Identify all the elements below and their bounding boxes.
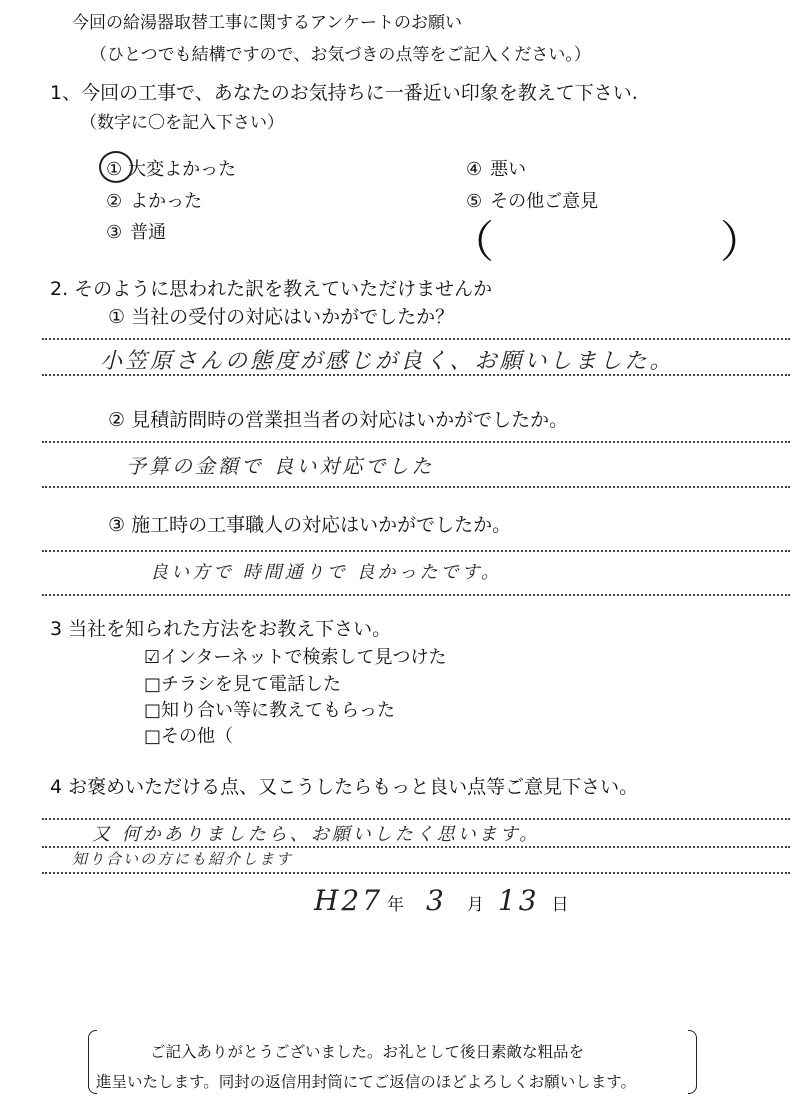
q1-option-5-num: ⑤ [466, 191, 483, 212]
dotted-line [42, 594, 790, 596]
footer-line2: 進呈いたします。同封の返信用封筒にてご返信のほどよろしくお願いします。 [96, 1073, 637, 1091]
q2-sub3-answer: 良い方で 時間通りで 良かったです。 [150, 562, 503, 583]
checkbox-icon[interactable]: □ [144, 674, 162, 695]
q3-option-acquaintance[interactable] [144, 696, 395, 722]
checkbox-icon[interactable]: □ [144, 700, 162, 721]
q1-option-2-num: ② [106, 191, 123, 212]
q2-sub2-answer: 予算の金額で 良い対応でした [126, 454, 435, 478]
dotted-line [42, 550, 790, 552]
survey-subtitle: （ひとつでも結構ですので、お気づきの点等をご記入ください。） [90, 45, 591, 65]
q1-question: 1、今回の工事で、あなたのお気持ちに一番近い印象を教えて下さい. [50, 82, 638, 104]
checkbox-icon[interactable]: □ [144, 726, 162, 747]
q1-option-1-label: 大変よかった [128, 159, 237, 180]
q2-sub2-label: ② 見積訪問時の営業担当者の対応はいかがでしたか。 [108, 409, 569, 431]
date-month: 3 [426, 884, 447, 917]
q3-option-other[interactable] [144, 722, 233, 748]
q4-question: 4 お褒めいただける点、又こうしたらもっと良い点等ご意見下さい。 [50, 776, 639, 798]
dotted-line [42, 374, 790, 376]
q2-question: 2. そのように思われた訳を教えていただけませんか [50, 278, 493, 300]
q3-option-internet-label: インターネットで検索して見つけた [160, 647, 447, 668]
q2-sub3-label: ③ 施工時の工事職人の対応はいかがでしたか。 [108, 514, 512, 536]
date-year-unit: 年 [387, 895, 405, 915]
dotted-line [42, 441, 790, 443]
q1-option-4[interactable] [466, 155, 526, 181]
response-date [314, 884, 569, 917]
q3-option-internet[interactable] [144, 643, 447, 669]
q1-option-3-num: ③ [106, 222, 123, 243]
q3-option-flyer[interactable] [144, 670, 341, 696]
q2-sub1-answer: 小笠原さんの態度が感じが良く、お願いしました。 [100, 349, 675, 374]
q1-other-paren-close: ） [720, 217, 764, 268]
date-day: 13 [497, 884, 540, 917]
q1-option-2[interactable] [106, 187, 202, 213]
q1-option-4-num: ④ [466, 159, 483, 180]
q1-option-5-label: その他ご意見 [490, 191, 599, 212]
checked-box-icon[interactable]: ☑ [144, 647, 161, 668]
q1-option-4-label: 悪い [490, 159, 527, 180]
q3-option-other-label: その他（ [161, 726, 234, 747]
q1-instruction: （数字に〇を記入下さい） [80, 113, 284, 133]
q1-option-3-label: 普通 [130, 222, 167, 243]
date-day-unit: 日 [551, 895, 569, 915]
survey-title: 今回の給湯器取替工事に関するアンケートのお願い [72, 13, 462, 33]
dotted-line [42, 872, 790, 874]
dotted-line [42, 486, 790, 488]
q1-option-1-num: ① [106, 159, 123, 180]
q3-option-acquaintance-label: 知り合い等に教えてもらった [161, 700, 396, 721]
date-year: H27 [314, 884, 384, 917]
q4-answer-line2: 知り合いの方にも紹介します [72, 850, 294, 868]
date-month-unit: 月 [466, 895, 484, 915]
q2-sub1-label: ① 当社の受付の対応はいかがでしたか？ [108, 306, 455, 328]
q1-other-paren-open: （ [450, 217, 494, 268]
footer-line1: ご記入ありがとうございました。お礼として後日素敵な粗品を [150, 1043, 585, 1061]
q1-option-3[interactable] [106, 218, 166, 244]
dotted-line [42, 338, 790, 340]
q3-option-flyer-label: チラシを見て電話した [161, 674, 342, 695]
q4-answer-line1: 又 何かありましたら、お願いしたく思います。 [92, 824, 541, 845]
q3-question: 3 当社を知られた方法をお教え下さい。 [50, 618, 392, 640]
q1-option-2-label: よかった [130, 191, 203, 212]
footer-bracket-right [688, 1030, 697, 1094]
q1-option-1[interactable] [106, 155, 236, 181]
